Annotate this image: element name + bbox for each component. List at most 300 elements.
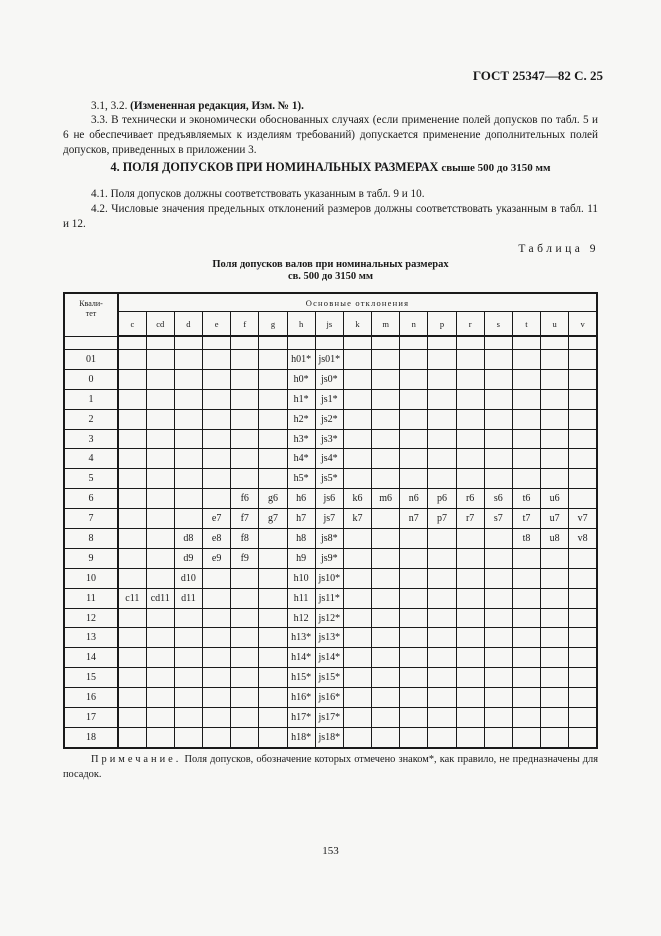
tolerance-cell-h: h17* (287, 708, 315, 728)
tolerance-cell-f (231, 608, 259, 628)
spacer-cell (541, 336, 569, 350)
tolerance-cell-h: h6 (287, 489, 315, 509)
tolerance-cell-p (428, 608, 456, 628)
tolerance-cell-e (203, 369, 231, 389)
tolerance-cell-p (428, 727, 456, 747)
tolerance-cell-f (231, 568, 259, 588)
tolerance-cell-e (203, 350, 231, 370)
spacer-cell (203, 336, 231, 350)
tolerance-cell-f (231, 469, 259, 489)
tolerance-cell-d (174, 350, 202, 370)
tolerance-cell-m: m6 (372, 489, 400, 509)
tolerance-cell-h: h01* (287, 350, 315, 370)
table-label: Таблица 9 (518, 243, 599, 255)
column-header-u: u (541, 312, 569, 337)
tolerance-cell-c (118, 449, 146, 469)
tolerance-cell-f (231, 708, 259, 728)
tolerance-cell-g (259, 688, 287, 708)
tolerance-cell-e (203, 688, 231, 708)
tolerance-cell-s (484, 350, 512, 370)
tolerance-cell-k (343, 409, 371, 429)
spacer-cell (315, 336, 343, 350)
tolerance-cell-c (118, 509, 146, 529)
qualitet-cell: 15 (64, 668, 118, 688)
table-row (64, 628, 597, 648)
tolerance-cell-t (512, 727, 540, 747)
tolerance-cell-r (456, 688, 484, 708)
running-header: ГОСТ 25347—82 С. 25 (472, 68, 603, 83)
tolerance-cell-v (569, 628, 597, 648)
tolerance-cell-p (428, 708, 456, 728)
tolerance-cell-cd (146, 708, 174, 728)
tolerance-cell-s: s7 (484, 509, 512, 529)
tolerance-cell-js: js2* (315, 409, 343, 429)
tolerance-cell-m (372, 588, 400, 608)
tolerance-cell-js: js5* (315, 469, 343, 489)
tolerance-cell-n (400, 409, 428, 429)
tolerance-cell-e (203, 588, 231, 608)
tolerance-cell-k: k6 (343, 489, 371, 509)
table-row (64, 469, 597, 489)
tolerance-cell-h: h15* (287, 668, 315, 688)
tolerance-cell-cd: cd11 (146, 588, 174, 608)
tolerance-cell-e: e9 (203, 548, 231, 568)
tolerance-cell-cd (146, 608, 174, 628)
tolerance-cell-f: f8 (231, 529, 259, 549)
tolerance-cell-t (512, 469, 540, 489)
tolerance-cell-e (203, 727, 231, 747)
tolerance-cell-v (569, 469, 597, 489)
paragraph-4-1: 4.1. Поля допусков должны соответствовать указанным в табл. 9 и 10. (91, 188, 425, 200)
qualitet-cell: 7 (64, 509, 118, 529)
tolerance-cell-k (343, 529, 371, 549)
tolerance-cell-g (259, 668, 287, 688)
tolerance-cell-m (372, 608, 400, 628)
tolerance-cell-m (372, 708, 400, 728)
tolerance-cell-cd (146, 449, 174, 469)
tolerance-cell-js: js13* (315, 628, 343, 648)
tolerance-cell-js: js10* (315, 568, 343, 588)
tolerance-cell-js: js14* (315, 648, 343, 668)
tolerance-cell-js: js0* (315, 369, 343, 389)
tolerance-cell-h: h4* (287, 449, 315, 469)
tolerance-cell-g (259, 708, 287, 728)
tolerance-cell-cd (146, 668, 174, 688)
spacer-cell (428, 336, 456, 350)
tolerance-cell-n (400, 608, 428, 628)
tolerance-cell-t (512, 688, 540, 708)
tolerance-cell-d (174, 489, 202, 509)
tolerance-cell-u (541, 409, 569, 429)
tolerance-cell-e (203, 469, 231, 489)
tolerance-cell-v (569, 489, 597, 509)
tolerance-cell-cd (146, 369, 174, 389)
tolerance-cell-n (400, 350, 428, 370)
column-header-js: js (315, 312, 343, 337)
tolerance-cell-t (512, 628, 540, 648)
column-header-e: e (203, 312, 231, 337)
tolerance-cell-e (203, 668, 231, 688)
tolerance-cell-e (203, 608, 231, 628)
tolerance-cell-h: h0* (287, 369, 315, 389)
tolerance-cell-v (569, 608, 597, 628)
tolerance-cell-g: g7 (259, 509, 287, 529)
tolerance-cell-n (400, 588, 428, 608)
paragraph-4-2: 4.2. Числовые значения предельных отклонений размеров должны соответствовать указанным в табл. 11 и 12. (63, 203, 598, 230)
qualitet-header-text: Квали- тет (79, 299, 103, 318)
tolerance-cell-k (343, 688, 371, 708)
column-header-k: k (343, 312, 371, 337)
tolerance-cell-t: t8 (512, 529, 540, 549)
tolerance-cell-s (484, 529, 512, 549)
tolerance-cell-cd (146, 429, 174, 449)
tolerance-cell-js: js6 (315, 489, 343, 509)
tolerance-cell-n (400, 648, 428, 668)
table-row (64, 529, 597, 549)
qualitet-cell: 16 (64, 688, 118, 708)
tolerance-cell-s (484, 668, 512, 688)
table-caption-line-2: св. 500 до 3150 мм (287, 271, 374, 282)
tolerance-cell-d (174, 509, 202, 529)
tolerance-cell-s (484, 688, 512, 708)
tolerance-cell-v (569, 648, 597, 668)
tolerance-cell-js: js01* (315, 350, 343, 370)
tolerance-cell-js: js9* (315, 548, 343, 568)
tolerance-cell-d (174, 608, 202, 628)
tolerance-cell-v: v7 (569, 509, 597, 529)
column-header-r: r (456, 312, 484, 337)
tolerance-cell-n (400, 628, 428, 648)
tolerance-cell-c (118, 469, 146, 489)
tolerance-cell-t (512, 548, 540, 568)
tolerance-cell-c (118, 389, 146, 409)
section-title-main: 4. ПОЛЯ ДОПУСКОВ ПРИ НОМИНАЛЬНЫХ РАЗМЕРАХ (110, 160, 439, 174)
tolerance-cell-n (400, 568, 428, 588)
tolerance-cell-e (203, 429, 231, 449)
column-header-f: f (231, 312, 259, 337)
tolerance-cell-p: p7 (428, 509, 456, 529)
qualitet-cell: 8 (64, 529, 118, 549)
tolerance-cell-r (456, 389, 484, 409)
tolerance-cell-n (400, 449, 428, 469)
tolerance-cell-m (372, 350, 400, 370)
tolerance-cell-cd (146, 489, 174, 509)
tolerance-cell-s (484, 369, 512, 389)
tolerance-cell-k (343, 628, 371, 648)
tolerance-cell-m (372, 529, 400, 549)
tolerance-cell-r (456, 628, 484, 648)
tolerance-cell-c (118, 648, 146, 668)
tolerance-cell-u (541, 628, 569, 648)
table-row (64, 727, 597, 747)
tolerance-cell-d: d10 (174, 568, 202, 588)
qualitet-cell: 1 (64, 389, 118, 409)
table-row (64, 588, 597, 608)
tolerance-cell-s (484, 628, 512, 648)
table-row (64, 648, 597, 668)
tolerance-cell-r (456, 350, 484, 370)
table-row (64, 409, 597, 429)
tolerance-cell-cd (146, 727, 174, 747)
column-header-d: d (174, 312, 202, 337)
qualitet-cell: 0 (64, 369, 118, 389)
tolerance-cell-js: js12* (315, 608, 343, 628)
tolerance-cell-v (569, 708, 597, 728)
paragraph-3-3: 3.3. В технически и экономически обоснованных случаях (если применение полей допусков по табл. 5 и 6 не обеспечивает предъявляемых к изделиям требований) допускается применение дополнительных полей допусков, приведенных в приложении 3. (63, 114, 598, 156)
tolerance-cell-h: h3* (287, 429, 315, 449)
tolerance-cell-f (231, 648, 259, 668)
tolerance-cell-cd (146, 350, 174, 370)
tolerance-cell-k: k7 (343, 509, 371, 529)
spacer-row (64, 336, 597, 350)
tolerance-cell-f (231, 409, 259, 429)
tolerance-cell-n (400, 727, 428, 747)
tolerance-cell-c (118, 727, 146, 747)
main-deviations-header: Основные отклонения (118, 293, 597, 312)
tolerance-cell-u (541, 708, 569, 728)
tolerance-cell-t (512, 648, 540, 668)
tolerance-cell-n (400, 688, 428, 708)
tolerance-cell-v (569, 588, 597, 608)
tolerance-cell-v (569, 409, 597, 429)
qualitet-cell: 12 (64, 608, 118, 628)
tolerance-cell-js: js3* (315, 429, 343, 449)
tolerance-cell-d: d8 (174, 529, 202, 549)
tolerance-cell-cd (146, 688, 174, 708)
table-row (64, 429, 597, 449)
tolerance-cell-g (259, 449, 287, 469)
tolerance-cell-r (456, 449, 484, 469)
tolerance-cell-k (343, 469, 371, 489)
spacer-cell (400, 336, 428, 350)
tolerance-cell-cd (146, 548, 174, 568)
tolerance-cell-m (372, 409, 400, 429)
qualitet-cell: 01 (64, 350, 118, 370)
tolerance-cell-v (569, 568, 597, 588)
tolerance-cell-g (259, 548, 287, 568)
column-header-m: m (372, 312, 400, 337)
tolerance-cell-k (343, 429, 371, 449)
table-row (64, 369, 597, 389)
tolerance-cell-k (343, 588, 371, 608)
tolerance-cell-f: f9 (231, 548, 259, 568)
tolerance-cell-r (456, 409, 484, 429)
tolerance-cell-t (512, 608, 540, 628)
tolerance-cell-e: e8 (203, 529, 231, 549)
qualitet-cell: 2 (64, 409, 118, 429)
table-row (64, 568, 597, 588)
tolerance-cell-m (372, 369, 400, 389)
tolerance-cell-p (428, 568, 456, 588)
tolerance-cell-js: js17* (315, 708, 343, 728)
tolerance-cell-c (118, 628, 146, 648)
column-header-cd: cd (146, 312, 174, 337)
tolerance-cell-p (428, 469, 456, 489)
tolerance-cell-p (428, 529, 456, 549)
tolerance-cell-cd (146, 409, 174, 429)
tolerance-cell-t (512, 708, 540, 728)
tolerance-cell-r: r6 (456, 489, 484, 509)
tolerance-cell-h: h10 (287, 568, 315, 588)
tolerance-cell-g (259, 350, 287, 370)
tolerance-cell-u: u7 (541, 509, 569, 529)
tolerance-cell-h: h13* (287, 628, 315, 648)
tolerance-cell-e (203, 708, 231, 728)
qualitet-cell: 11 (64, 588, 118, 608)
tolerance-cell-n (400, 529, 428, 549)
tolerance-cell-c (118, 350, 146, 370)
tolerance-cell-u (541, 548, 569, 568)
tolerance-cell-h: h14* (287, 648, 315, 668)
tolerance-cell-u (541, 608, 569, 628)
tolerance-cell-d (174, 648, 202, 668)
column-header-v: v (569, 312, 597, 337)
tolerance-cell-v (569, 389, 597, 409)
table-row (64, 509, 597, 529)
tolerance-cell-p (428, 350, 456, 370)
tolerance-cell-m (372, 568, 400, 588)
tolerance-cell-n (400, 708, 428, 728)
tolerance-cell-d (174, 668, 202, 688)
tolerance-cell-t (512, 389, 540, 409)
tolerance-cell-c (118, 429, 146, 449)
tolerance-cell-s (484, 449, 512, 469)
tolerance-cell-d (174, 727, 202, 747)
tolerance-cell-g (259, 727, 287, 747)
tolerance-cell-cd (146, 469, 174, 489)
tolerance-cell-s (484, 648, 512, 668)
table-caption (0, 259, 661, 283)
tolerance-cell-g (259, 469, 287, 489)
tolerance-cell-t: t6 (512, 489, 540, 509)
tolerance-cell-e (203, 648, 231, 668)
tolerance-cell-g (259, 529, 287, 549)
tolerance-cell-cd (146, 648, 174, 668)
note-label: Примечание. (91, 754, 182, 765)
spacer-cell (231, 336, 259, 350)
tolerance-cell-v (569, 548, 597, 568)
tolerance-cell-k (343, 727, 371, 747)
tolerance-cell-e: e7 (203, 509, 231, 529)
tolerance-cell-e (203, 409, 231, 429)
tolerance-cell-v (569, 429, 597, 449)
tolerance-cell-t: t7 (512, 509, 540, 529)
tolerance-cell-u (541, 389, 569, 409)
tolerance-cell-k (343, 568, 371, 588)
tolerance-cell-t (512, 429, 540, 449)
tolerance-cell-g (259, 608, 287, 628)
tolerance-cell-h: h7 (287, 509, 315, 529)
tolerance-cell-n: n7 (400, 509, 428, 529)
tolerance-cell-k (343, 668, 371, 688)
tolerance-cell-n (400, 369, 428, 389)
tolerance-cell-u (541, 369, 569, 389)
tolerance-cell-r (456, 469, 484, 489)
tolerance-cell-f: f6 (231, 489, 259, 509)
table-row (64, 548, 597, 568)
tolerance-cell-g: g6 (259, 489, 287, 509)
tolerance-cell-d: d11 (174, 588, 202, 608)
tolerance-cell-u (541, 588, 569, 608)
tolerance-cell-f (231, 628, 259, 648)
tolerance-cell-c (118, 608, 146, 628)
tolerance-cell-f (231, 389, 259, 409)
tolerance-cell-r (456, 588, 484, 608)
tolerance-cell-g (259, 568, 287, 588)
spacer-cell (287, 336, 315, 350)
tolerance-cell-u (541, 668, 569, 688)
tolerance-cell-p (428, 668, 456, 688)
tolerance-cell-h: h18* (287, 727, 315, 747)
table-row (64, 688, 597, 708)
spacer-cell (259, 336, 287, 350)
tolerance-cell-c (118, 489, 146, 509)
tolerance-cell-f (231, 727, 259, 747)
tolerance-cell-p (428, 449, 456, 469)
tolerance-cell-h: h8 (287, 529, 315, 549)
qualitet-cell: 9 (64, 548, 118, 568)
tolerance-cell-k (343, 648, 371, 668)
tolerance-cell-s (484, 548, 512, 568)
tolerance-cell-d (174, 429, 202, 449)
tolerance-cell-n (400, 469, 428, 489)
tolerance-cell-d (174, 628, 202, 648)
tolerance-cell-e (203, 389, 231, 409)
tolerance-cell-n (400, 389, 428, 409)
tolerance-cell-cd (146, 529, 174, 549)
table-row (64, 350, 597, 370)
tolerance-cell-js: js4* (315, 449, 343, 469)
tolerance-cell-s (484, 409, 512, 429)
tolerance-cell-r (456, 568, 484, 588)
tolerance-cell-c: c11 (118, 588, 146, 608)
spacer-cell (372, 336, 400, 350)
tolerance-cell-s (484, 389, 512, 409)
column-header-row (64, 312, 597, 337)
tolerance-cell-h: h9 (287, 548, 315, 568)
tolerance-cell-d: d9 (174, 548, 202, 568)
column-header-p: p (428, 312, 456, 337)
tolerance-cell-js: js16* (315, 688, 343, 708)
section-title (63, 160, 598, 175)
tolerance-cell-r (456, 548, 484, 568)
tolerance-cell-d (174, 469, 202, 489)
tolerance-cell-r: r7 (456, 509, 484, 529)
spacer-cell (484, 336, 512, 350)
table-row (64, 449, 597, 469)
tolerance-cell-js: js1* (315, 389, 343, 409)
tolerance-cell-t (512, 588, 540, 608)
tolerance-cell-u (541, 727, 569, 747)
column-header-t: t (512, 312, 540, 337)
column-header-s: s (484, 312, 512, 337)
spacer-cell (512, 336, 540, 350)
tolerance-cell-u (541, 469, 569, 489)
column-header-n: n (400, 312, 428, 337)
tolerance-cell-r (456, 369, 484, 389)
spacer-cell (174, 336, 202, 350)
tolerance-cell-p (428, 648, 456, 668)
qualitet-cell: 13 (64, 628, 118, 648)
tolerance-cell-m (372, 509, 400, 529)
tolerance-cell-d (174, 369, 202, 389)
table-row (64, 708, 597, 728)
tolerance-cell-p: p6 (428, 489, 456, 509)
tolerance-cell-r (456, 429, 484, 449)
qualitet-header (64, 293, 118, 336)
tolerance-cell-m (372, 548, 400, 568)
tolerance-cell-t (512, 568, 540, 588)
